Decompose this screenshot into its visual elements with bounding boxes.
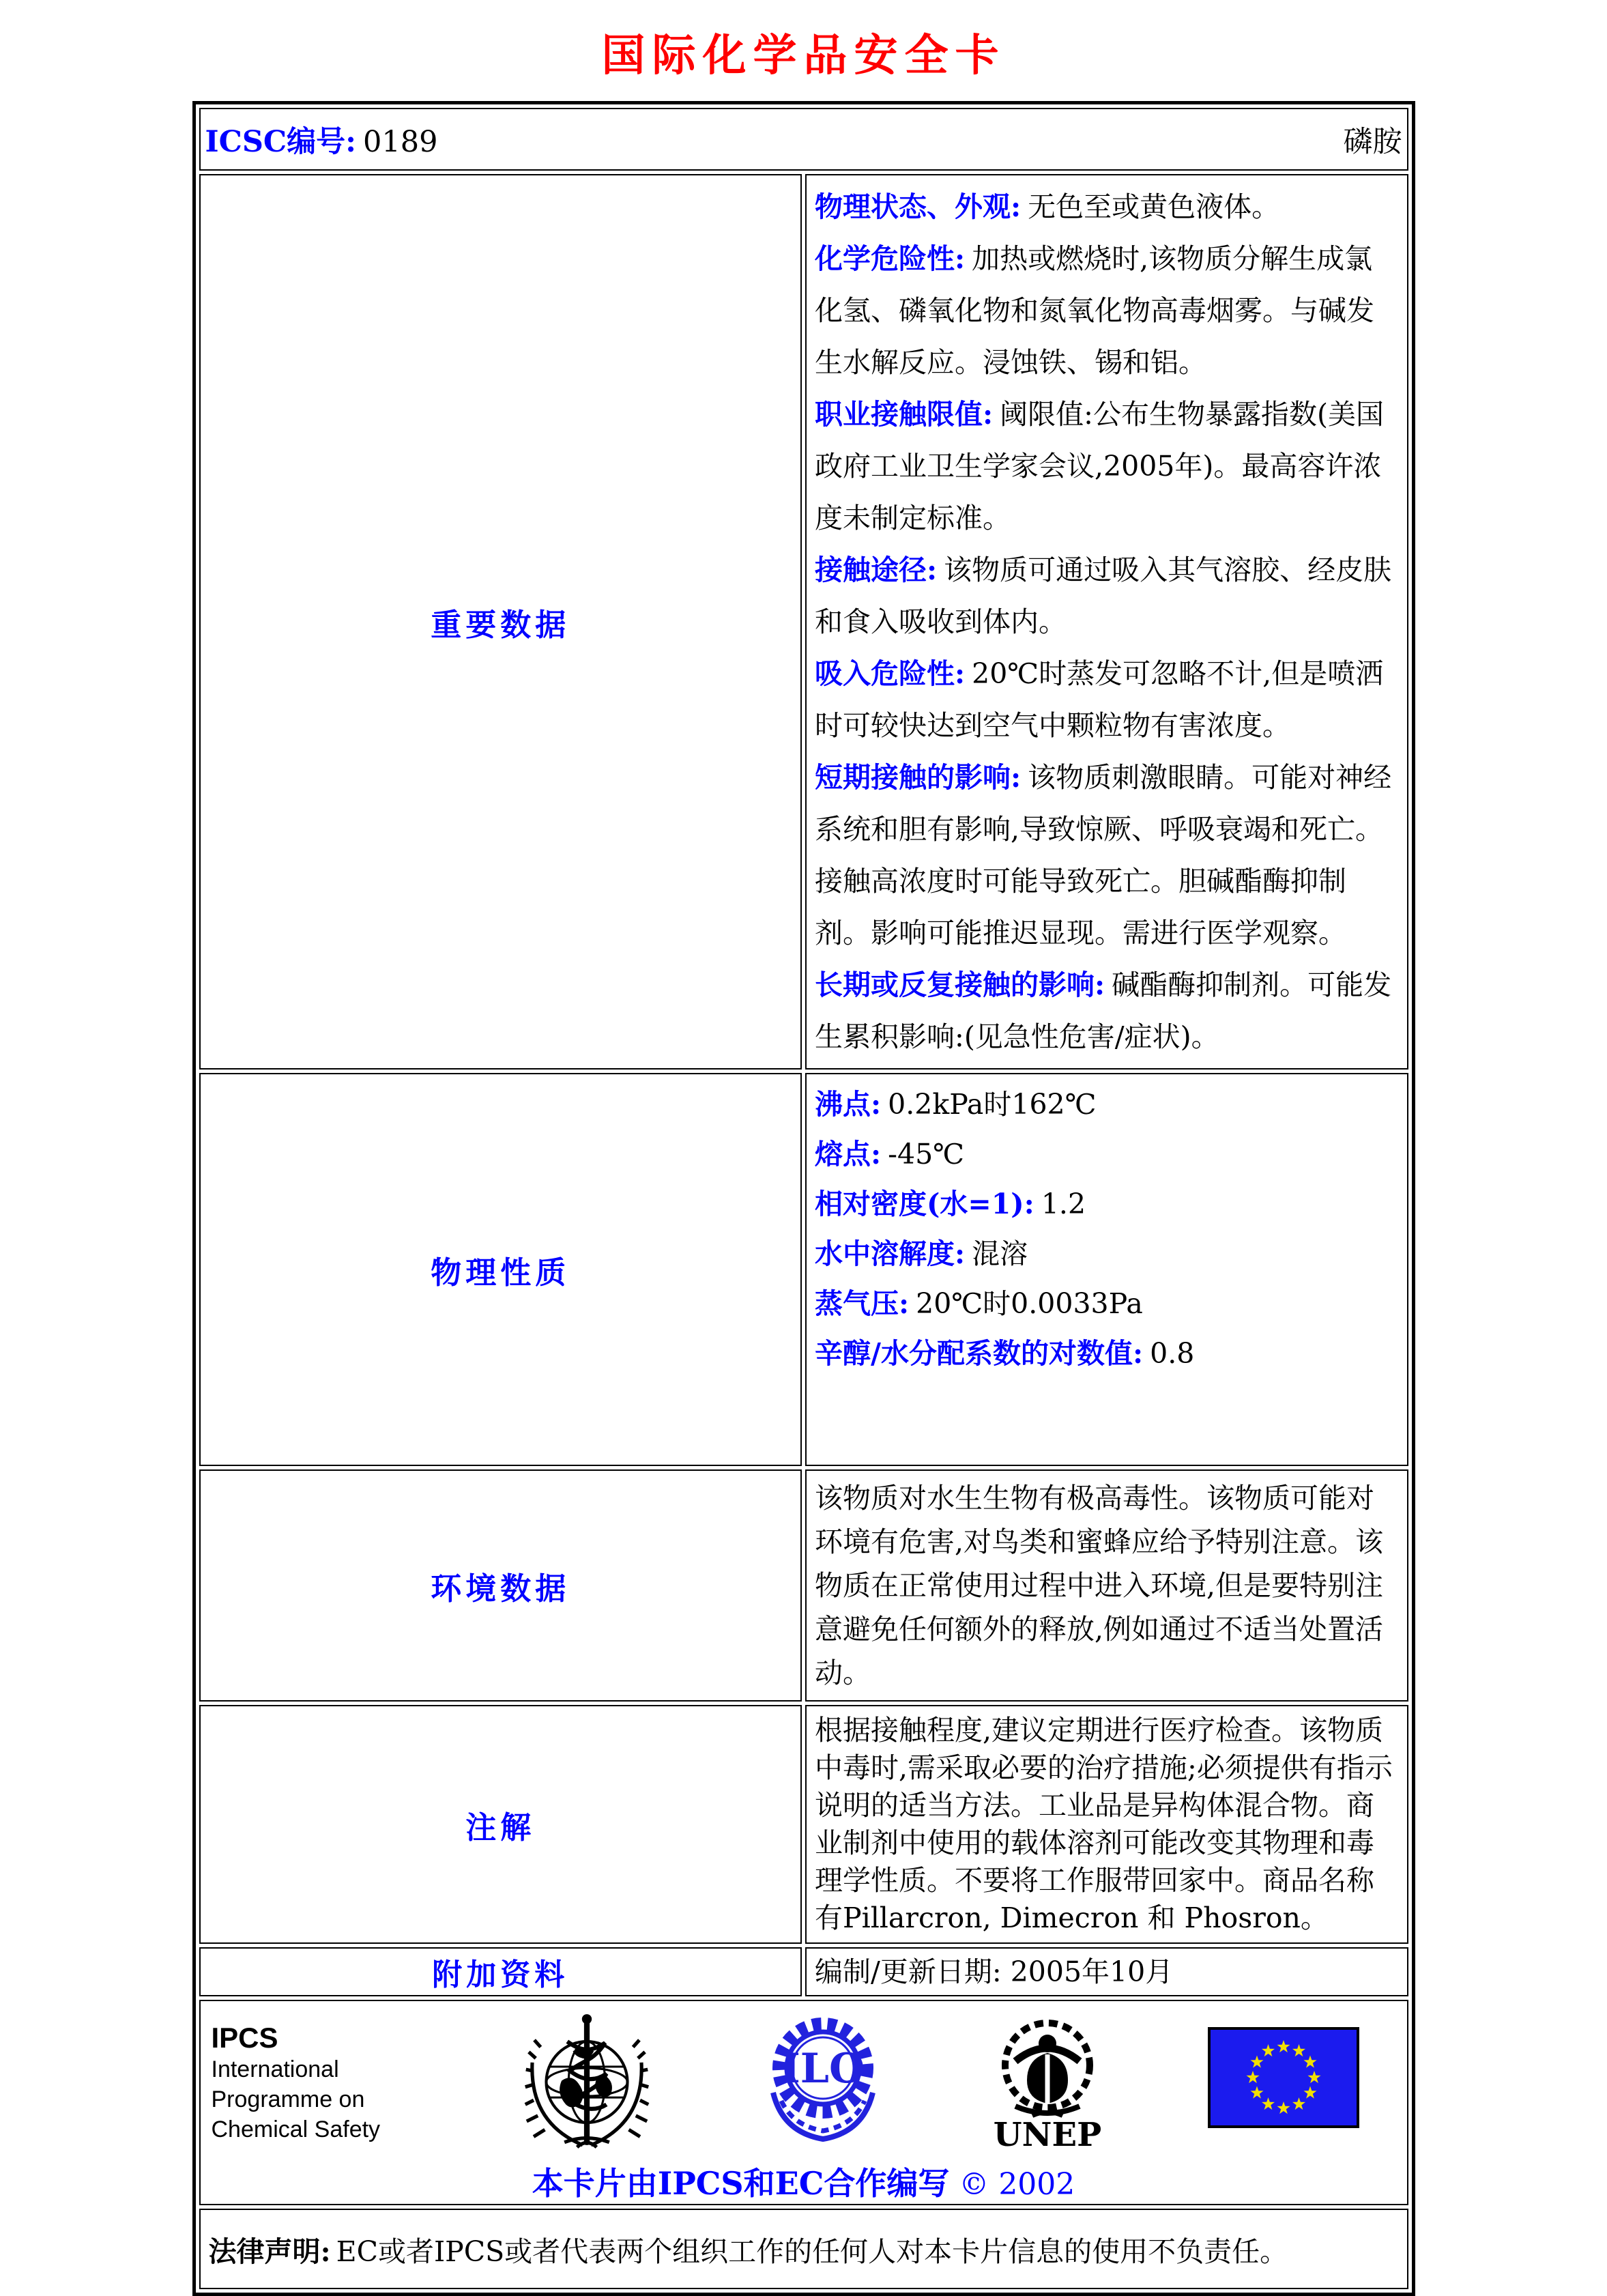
important-item-label: 化学危险性: — [815, 242, 966, 275]
header-cell — [199, 108, 1408, 171]
ipcs-line: Programme on — [211, 2086, 365, 2112]
important-item-label: 物理状态、外观: — [815, 190, 1022, 223]
notes-content: 根据接触程度,建议定期进行医疗检查。该物质中毒时,需采取必要的治疗措施;必须提供有指示说明的适当方法。工业品是异构体混合物。商业制剂中使用的载体溶剂可能改变其物理和毒理学性质。不要将工作服带回家中。商品名称有Pillarcron, Dimecron 和 Phosron。 — [805, 1705, 1408, 1944]
additional-info-row-label: 附加资料 — [199, 1947, 802, 1996]
logos-strip — [201, 2001, 1407, 2155]
additional-info-row — [199, 1947, 1408, 1996]
important-item-label: 长期或反复接触的影响: — [815, 968, 1105, 1001]
ilo-logo-icon — [758, 2012, 888, 2151]
important-item — [815, 648, 1396, 751]
physical-properties-row-label: 物理性质 — [199, 1073, 802, 1466]
physical-item-label: 熔点: — [815, 1138, 882, 1171]
environmental-data-row — [199, 1469, 1408, 1702]
eu-flag-icon — [1208, 2027, 1359, 2131]
physical-item — [815, 1080, 1396, 1130]
ipcs-abbr: IPCS — [211, 2022, 278, 2054]
legal-cell — [199, 2209, 1408, 2289]
legal-label: 法律声明: — [208, 2235, 331, 2268]
physical-item-label: 蒸气压: — [815, 1287, 910, 1320]
copyright-text: © 2002 — [959, 2167, 1075, 2202]
ipcs-text-block — [212, 2022, 416, 2144]
important-item — [815, 233, 1396, 388]
physical-item — [815, 1279, 1396, 1329]
environmental-data-row-label: 环境数据 — [199, 1469, 802, 1702]
important-data-content — [805, 174, 1408, 1070]
logos-cell — [199, 2000, 1408, 2205]
important-item — [815, 181, 1396, 233]
cooperation-caption — [201, 2159, 1407, 2204]
legal-row — [199, 2209, 1408, 2289]
physical-item — [815, 1130, 1396, 1179]
physical-item-label: 沸点: — [815, 1088, 882, 1121]
important-item-label: 短期接触的影响: — [815, 761, 1022, 794]
notes-row — [199, 1705, 1408, 1944]
icsc-number-label: ICSC编号: — [205, 124, 356, 159]
physical-item — [815, 1229, 1396, 1279]
notes-row-label: 注解 — [199, 1705, 802, 1944]
physical-item-text: 0.8 — [1150, 1337, 1195, 1370]
header-row — [199, 108, 1408, 171]
important-item-label: 吸入危险性: — [815, 657, 966, 690]
important-item-text: 阈限值:公布生物暴露指数(美国政府工业卫生学家会议,2005年)。最高容许浓度未制定标准。 — [815, 398, 1384, 534]
physical-item — [815, 1179, 1396, 1229]
additional-info-content — [805, 1947, 1408, 1996]
logos-row — [199, 2000, 1408, 2205]
update-date-label: 编制/更新日期: — [815, 1955, 1002, 1988]
physical-item-label: 辛醇/水分配系数的对数值: — [815, 1337, 1144, 1370]
physical-item-text: 20℃时0.0033Pa — [916, 1287, 1143, 1320]
important-item-text: 该物质刺激眼睛。可能对神经系统和胆有影响,导致惊厥、呼吸衰竭和死亡。接触高浓度时可能导致死亡。胆碱酯酶抑制剂。影响可能推迟显现。需进行医学观察。 — [815, 761, 1392, 949]
physical-item-label: 相对密度(水=1): — [815, 1188, 1034, 1220]
environmental-data-content: 该物质对水生生物有极高毒性。该物质可能对环境有危害,对鸟类和蜜蜂应给予特别注意。该物质在正常使用过程中进入环境,但是要特别注意避免任何额外的释放,例如通过不适当处置活动。 — [805, 1469, 1408, 1702]
physical-properties-content — [805, 1073, 1408, 1466]
important-item — [815, 544, 1396, 648]
ipcs-line: Chemical Safety — [211, 2116, 381, 2142]
important-item-text: 20℃时蒸发可忽略不计,但是喷洒时可较快达到空气中颗粒物有害浓度。 — [815, 657, 1384, 742]
chemical-name: 磷胺 — [1343, 124, 1402, 159]
important-item-label: 接触途径: — [815, 554, 938, 586]
physical-item-text: 0.2kPa时162℃ — [888, 1088, 1097, 1121]
legal-text: EC或者IPCS或者代表两个组织工作的任何人对本卡片信息的使用不负责任。 — [336, 2235, 1288, 2268]
update-date-line — [815, 1954, 1396, 1990]
unep-logo-icon — [995, 2012, 1101, 2155]
update-date-value: 2005年10月 — [1010, 1955, 1174, 1988]
physical-item-text: -45℃ — [888, 1138, 965, 1171]
page-title: 国际化学品安全卡 — [601, 30, 1006, 81]
icsc-table — [192, 101, 1415, 2296]
important-item — [815, 388, 1396, 544]
physical-item-label: 水中溶解度: — [815, 1237, 966, 1270]
physical-item — [815, 1329, 1396, 1379]
important-item-label: 职业接触限值: — [815, 398, 994, 431]
important-item-text: 加热或燃烧时,该物质分解生成氯化氢、磷氧化物和氮氧化物高毒烟雾。与碱发生水解反应。浸蚀铁、锡和铝。 — [815, 242, 1374, 379]
icsc-number-value: 0189 — [363, 124, 438, 159]
who-logo-icon — [523, 2012, 651, 2151]
important-item-text: 碱酯酶抑制剂。可能发生累积影响:(见急性危害/症状)。 — [815, 968, 1392, 1053]
important-item — [815, 751, 1396, 959]
unep-wordmark: UNEP — [993, 2116, 1101, 2154]
ipcs-line: International — [211, 2056, 339, 2082]
physical-item-text: 混溶 — [972, 1237, 1028, 1270]
icsc-number-group — [205, 119, 438, 160]
physical-properties-row — [199, 1073, 1408, 1466]
cooperation-caption-text: 本卡片由IPCS和EC合作编写 — [532, 2165, 950, 2202]
ilo-letters: ILO — [781, 2045, 865, 2093]
important-data-row-label: 重要数据 — [199, 174, 802, 1070]
important-item — [815, 959, 1396, 1063]
important-data-row — [199, 174, 1408, 1070]
important-item-text: 该物质可通过吸入其气溶胶、经皮肤和食入吸收到体内。 — [815, 554, 1392, 638]
physical-item-text: 1.2 — [1041, 1188, 1086, 1220]
important-item-text: 无色至或黄色液体。 — [1028, 190, 1280, 223]
